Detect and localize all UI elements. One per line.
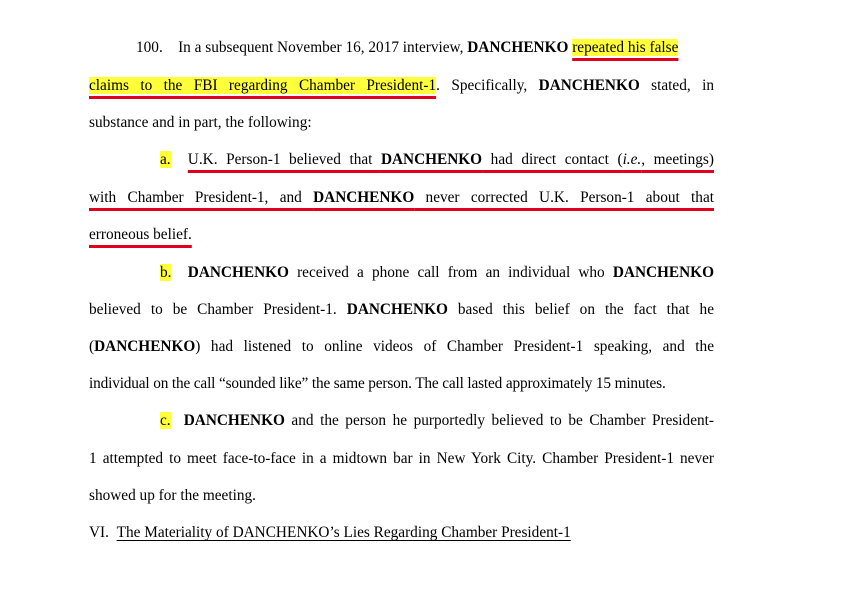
- item-text: and the person he purportedly believed to be Chamber President-: [284, 412, 714, 429]
- item-c-line-3: [89, 486, 714, 506]
- para-100-line-2: [89, 76, 714, 96]
- defendant-name: DANCHENKO: [187, 264, 289, 281]
- item-text: believed to be Chamber President-1.: [89, 301, 347, 318]
- item-text: never corrected U.K. Person-1 about that: [414, 189, 714, 206]
- item-b-line-1: [160, 263, 714, 283]
- defendant-name: DANCHENKO: [380, 151, 483, 168]
- para-100-line-1: [136, 38, 714, 58]
- item-label-a: a.: [160, 151, 171, 168]
- item-b-line-2: [89, 300, 714, 320]
- defendant-name: DANCHENKO: [467, 39, 569, 56]
- item-label-b: b.: [160, 264, 172, 281]
- item-label-c: c.: [160, 412, 171, 429]
- defendant-name: DANCHENKO: [612, 264, 714, 281]
- italic-ie: i.e.: [622, 151, 642, 168]
- item-a-text: [188, 151, 714, 168]
- item-text: 1 attempted to meet face-to-face in a midtown bar in New York City. Chamber President-1 never: [89, 450, 714, 467]
- item-a-line-1: [160, 150, 714, 170]
- para-100-line-3: [89, 113, 714, 133]
- highlighted-phrase: repeated his false: [572, 39, 679, 56]
- item-text: had direct contact (: [482, 151, 623, 168]
- item-a-line-2: [89, 188, 714, 208]
- item-b-line-3: [89, 337, 714, 357]
- item-c-line-2: [89, 449, 714, 469]
- item-text: based this belief on the fact that he: [447, 301, 714, 318]
- item-c-line-1: [160, 411, 714, 431]
- highlighted-phrase: claims to the FBI regarding Chamber President-1: [89, 77, 437, 94]
- para-text: Specifically,: [439, 77, 539, 94]
- item-text: erroneous belief.: [89, 226, 192, 243]
- item-text: showed up for the meeting.: [89, 487, 256, 504]
- defendant-name: DANCHENKO: [94, 338, 196, 355]
- item-text: individual on the call “sounded like” the same person. The call lasted approximately 15 minutes.: [89, 375, 666, 392]
- para-text: stated, in: [639, 77, 714, 94]
- para-number: 100.: [136, 39, 163, 56]
- item-a-line-3: [89, 225, 714, 245]
- defendant-name: DANCHENKO: [538, 77, 640, 94]
- para-text: .: [436, 77, 440, 94]
- section-number: VI.: [89, 524, 109, 541]
- defendant-name: DANCHENKO: [313, 189, 415, 206]
- item-text: ) had listened to online videos of Chamber President-1 speaking, and the: [195, 338, 714, 355]
- defendant-name: DANCHENKO: [183, 412, 285, 429]
- item-b-line-4: [89, 374, 714, 394]
- item-text: received a phone call from an individual who: [288, 264, 613, 281]
- item-text: U.K. Person-1 believed that: [187, 151, 381, 168]
- item-text: with Chamber President-1, and: [89, 189, 314, 206]
- para-text: substance and in part, the following:: [89, 114, 312, 131]
- item-text: , meetings): [641, 151, 714, 168]
- item-text: (: [89, 338, 95, 355]
- defendant-name: DANCHENKO: [346, 301, 448, 318]
- section-title: The Materiality of DANCHENKO’s Lies Regarding Chamber President-1: [116, 524, 571, 541]
- para-text: In a subsequent November 16, 2017 interview,: [178, 39, 468, 56]
- section-heading: [89, 523, 714, 543]
